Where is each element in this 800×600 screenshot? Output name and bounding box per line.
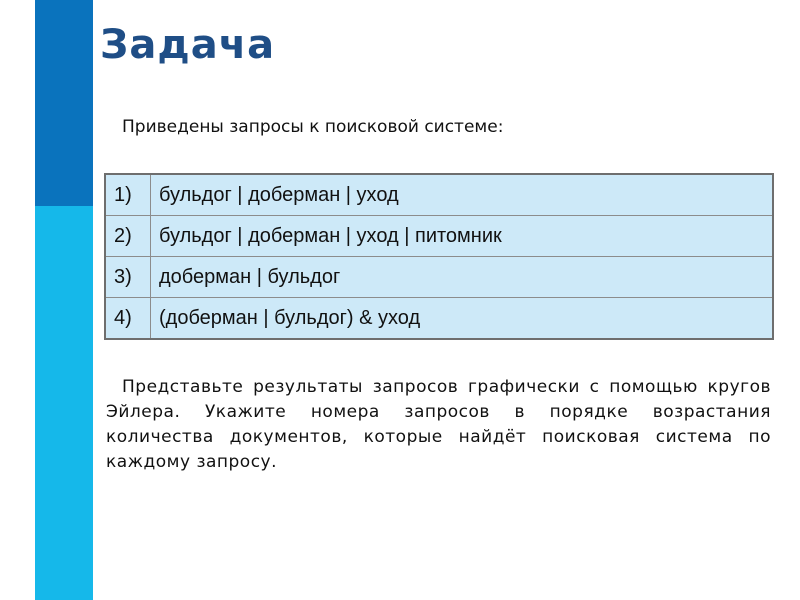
- queries-table: [104, 173, 774, 340]
- side-bar-light: [35, 206, 93, 600]
- table-row: [105, 216, 773, 257]
- table-row: [105, 174, 773, 216]
- task-text: Представьте результаты запросов графически с помощью кругов Эйлера. Укажите номера запросов в порядке возрастания количества документов, которые найдёт поисковая система по каждому запросу.: [106, 377, 771, 472]
- query-text: бульдог | доберман | уход: [151, 174, 774, 216]
- query-text: доберман | бульдог: [151, 257, 774, 298]
- query-text: (доберман | бульдог) & уход: [151, 298, 774, 340]
- intro-text: Приведены запросы к поисковой системе:: [122, 117, 504, 137]
- query-number: 4): [105, 298, 151, 340]
- query-number: 3): [105, 257, 151, 298]
- side-bar-dark: [35, 0, 93, 206]
- slide-title: Задача: [100, 22, 276, 68]
- table-row: [105, 298, 773, 340]
- query-number: 2): [105, 216, 151, 257]
- query-number: 1): [105, 174, 151, 216]
- table-row: [105, 257, 773, 298]
- query-text: бульдог | доберман | уход | питомник: [151, 216, 774, 257]
